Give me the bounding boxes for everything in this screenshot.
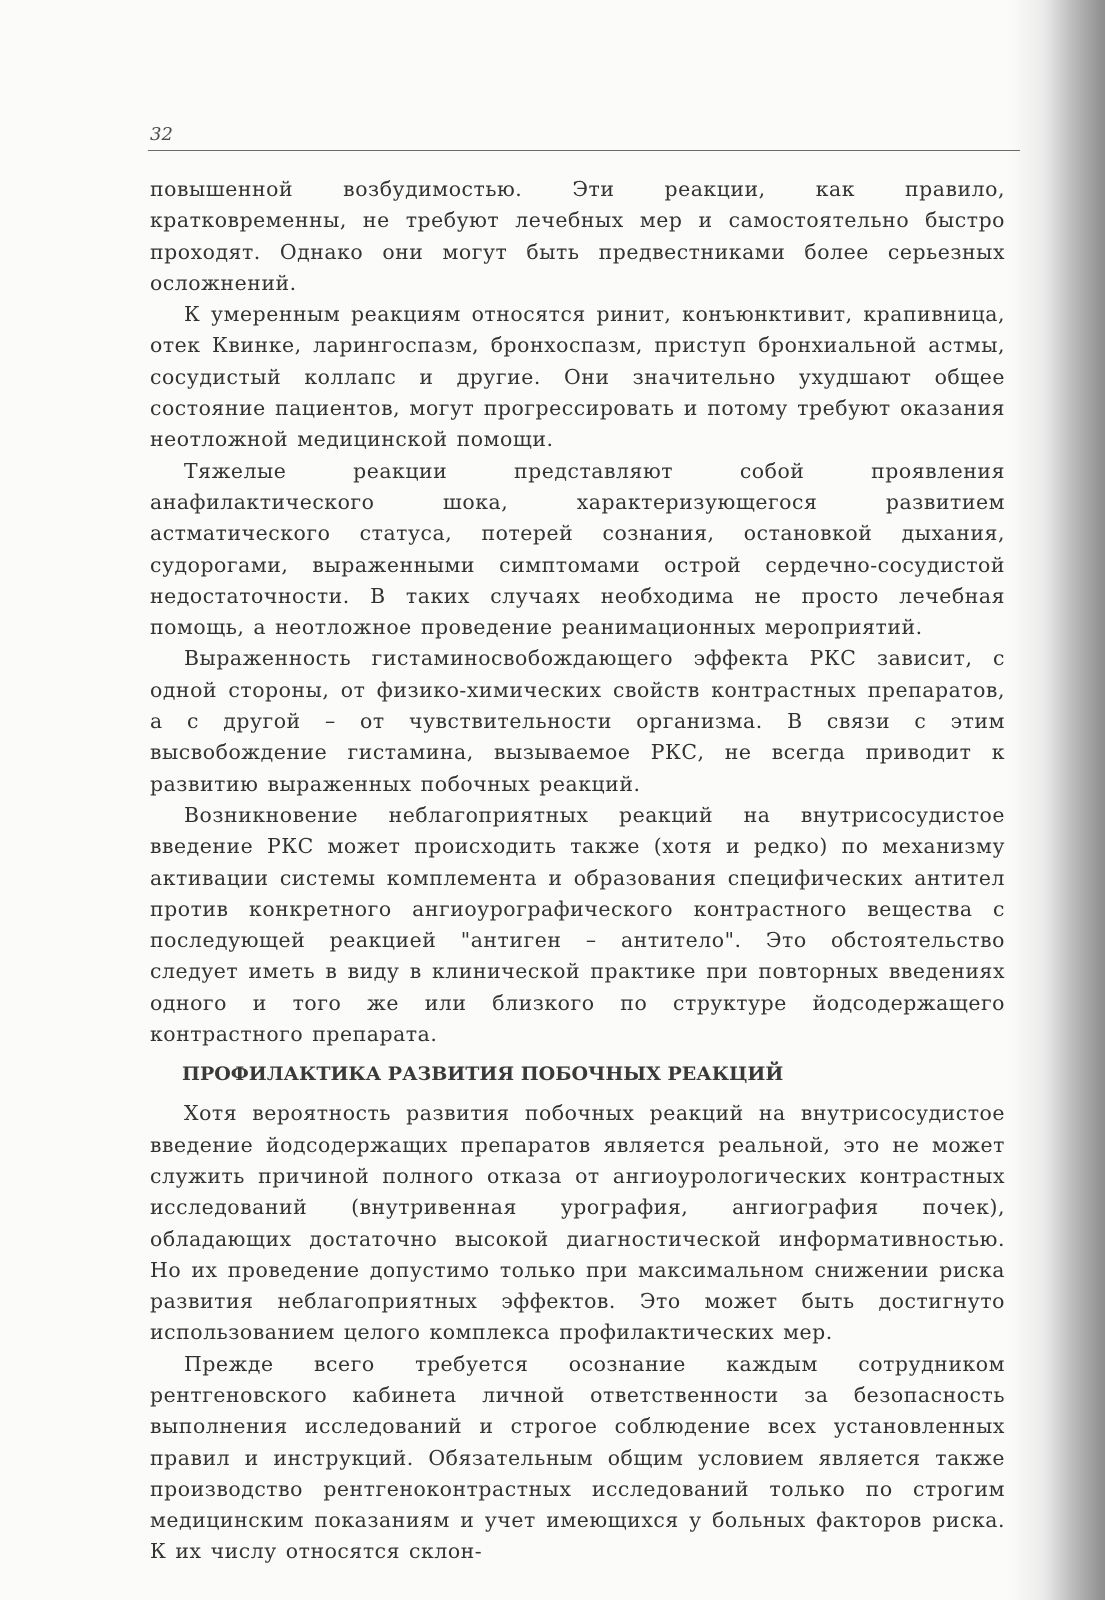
page-body [150,174,1005,1568]
paragraph: Выраженность гистаминосвобождающего эффекта РКС зависит, с одной стороны, от физико-химических свойств контрастных препаратов, а с другой – от чувствительности организма. В связи с этим высвобождение гистамина, вызываемое РКС, не всегда приводит к развитию выраженных побочных реакций. [150,646,1005,796]
paragraph: Прежде всего требуется осознание каждым сотрудником рентгеновского кабинета личной ответственности за безопасность выполнения исследований и строгое соблюдение всех установленных правил и инструкций. Обязательным общим условием является также производство рентгеноконтрастных исследований только по строгим медицинским показаниям и учет имеющихся у больных факторов риска. К их числу относятся склон- [150,1351,1005,1564]
section-heading: ПРОФИЛАКТИКА РАЗВИТИЯ ПОБОЧНЫХ РЕАКЦИЙ [182,1063,784,1086]
paragraph: К умеренным реакциям относятся ринит, конъюнктивит, крапивница, отек Квинке, ларингоспазм, бронхоспазм, приступ бронхиальной астмы, сосудистый коллапс и другие. Они значительно ухудшают общее состояние пациентов, могут прогрессировать и потому требуют оказания неотложной медицинской помощи. [150,302,1005,452]
paragraph: Тяжелые реакции представляют собой проявления анафилактического шока, характеризующегося развитием астматического статуса, потерей сознания, остановкой дыхания, судорогами, выраженными симптомами острой сердечно-сосудистой недостаточности. В таких случаях необходима не просто лечебная помощь, а неотложное проведение реанимационных мероприятий. [150,458,1005,640]
paragraph: повышенной возбудимостью. Эти реакции, как правило, кратковременны, не требуют лечебных мер и самостоятельно быстро проходят. Однако они могут быть предвестниками более серьезных осложнений. [150,177,1005,295]
header-rule [148,150,1020,151]
paragraph: Хотя вероятность развития побочных реакций на внутрисосудистое введение йодсодержащих препаратов является реальной, это не может служить причиной полного отказа от ангиоурологических контрастных исследований (внутривенная урография, ангиография почек), обладающих достаточно высокой диагностической информативностью. Но их проведение допустимо только при максимальном снижении риска развития неблагоприятных эффектов. Это может быть достигнуто использованием целого комплекса профилактических мер. [150,1101,1005,1345]
page-number: 32 [150,124,173,145]
page-header [148,124,1020,154]
paragraph: Возникновение неблагоприятных реакций на внутрисосудистое введение РКС может происходить также (хотя и редко) по механизму активации системы комплемента и образования специфических антител против конкретного ангиоурографического контрастного вещества с последующей реакцией "антиген – антитело". Это обстоятельство следует иметь в виду в клинической практике при повторных введениях одного и того же или близкого по структуре йодсодержащего контрастного препарата. [150,802,1005,1047]
spine-shadow [1010,0,1105,1600]
